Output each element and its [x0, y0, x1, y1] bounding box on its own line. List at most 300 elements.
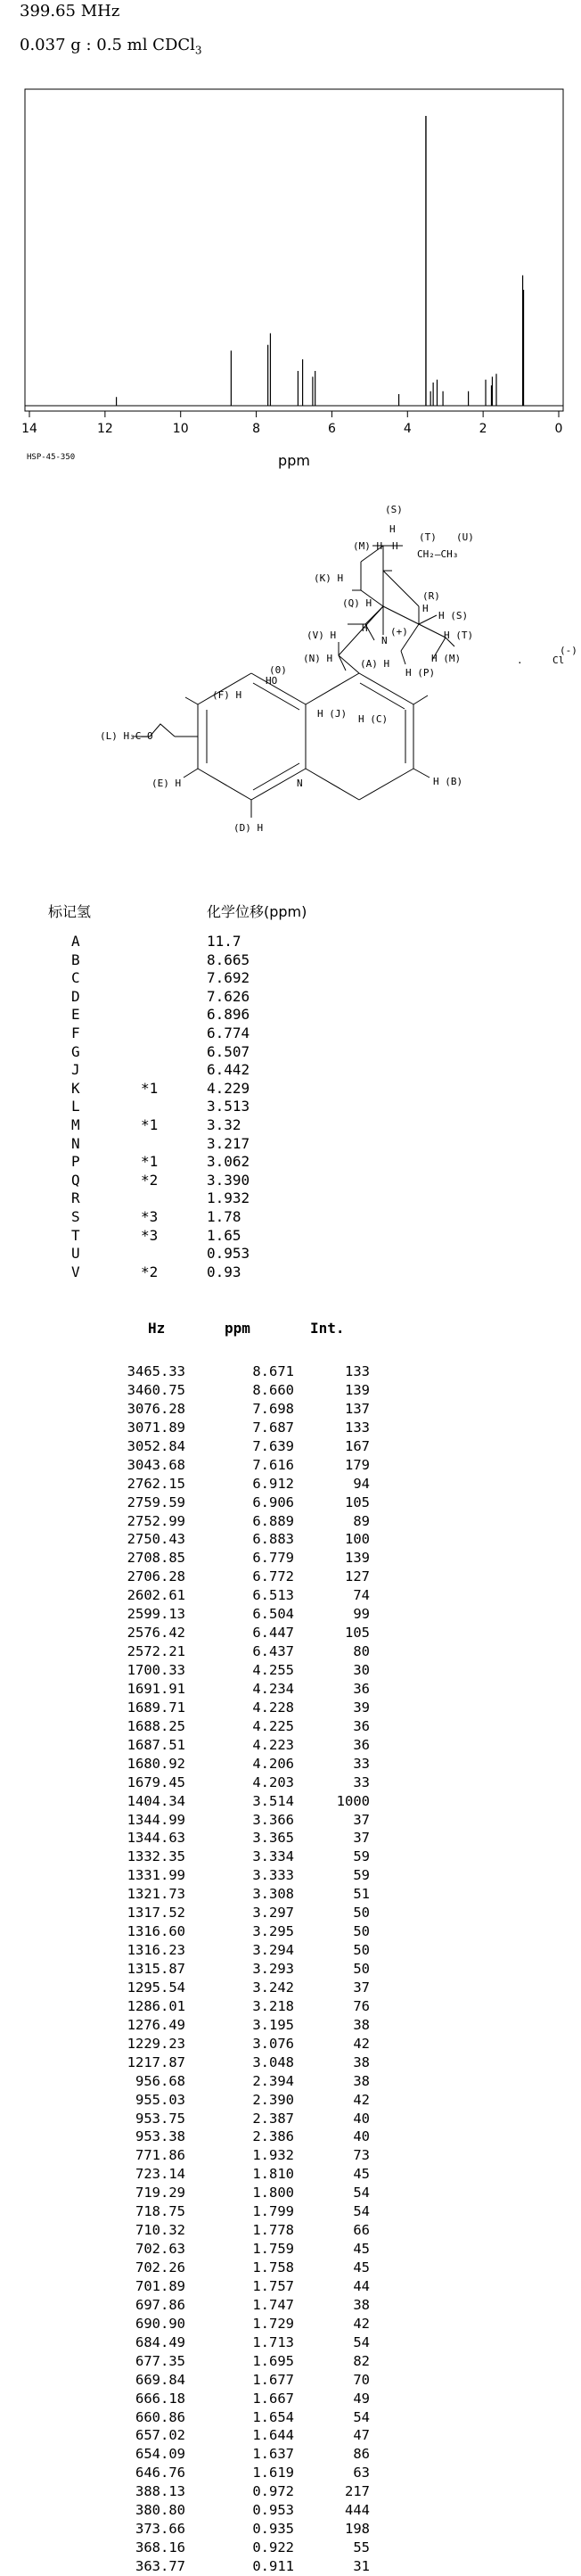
- peak-intensity: 59: [353, 1848, 370, 1865]
- peak-intensity: 50: [353, 1923, 370, 1940]
- peak-hz: 1315.87: [127, 1961, 185, 1977]
- peak-hz: 388.13: [135, 2483, 185, 2500]
- peak-row: [0, 1774, 581, 1792]
- assignment-label: T: [71, 1226, 80, 1244]
- struct-label-h-b: H (B): [433, 776, 463, 787]
- peak-intensity: 42: [353, 2315, 370, 2332]
- peak-intensity: 76: [353, 1997, 370, 2014]
- struct-label-a-h: (A) H: [360, 658, 390, 670]
- peak-hz: 1687.51: [127, 1736, 185, 1753]
- x-tick-label: 12: [96, 422, 113, 436]
- peak-row: [0, 1811, 581, 1830]
- peak-intensity: 40: [353, 2128, 370, 2145]
- peak-intensity: 82: [353, 2352, 370, 2369]
- peak-row: [0, 1549, 581, 1568]
- assignment-label: A: [71, 933, 80, 950]
- peak-ppm: 3.293: [252, 1961, 294, 1977]
- peak-hz: 1689.71: [127, 1699, 185, 1716]
- peak-ppm: 1.932: [252, 2147, 294, 2164]
- concentration-text: 0.037 g : 0.5 ml CDCl: [20, 36, 195, 54]
- peak-ppm: 4.206: [252, 1755, 294, 1772]
- peak-ppm: 4.203: [252, 1774, 294, 1790]
- plot-frame: [25, 89, 563, 411]
- peak-ppm: 1.799: [252, 2203, 294, 2220]
- peak-ppm: 3.195: [252, 2016, 294, 2033]
- peak-intensity: 54: [353, 2408, 370, 2425]
- peak-intensity: 70: [353, 2371, 370, 2388]
- peak-hz: 368.16: [135, 2539, 185, 2556]
- peak-ppm: 4.225: [252, 1717, 294, 1734]
- peak-ppm: 3.365: [252, 1830, 294, 1847]
- peak-hz: 771.86: [135, 2147, 185, 2164]
- peak-hz: 701.89: [135, 2277, 185, 2294]
- assignment-note: *1: [141, 1153, 159, 1171]
- peak-header-int: Int.: [310, 1320, 345, 1337]
- peak-hz: 956.68: [135, 2072, 185, 2089]
- struct-label-v-h: (V) H: [307, 630, 337, 641]
- assignment-note: *2: [141, 1263, 159, 1280]
- peak-intensity: 89: [353, 1512, 370, 1529]
- peak-hz: 1286.01: [127, 1997, 185, 2014]
- peak-intensity: 444: [345, 2502, 370, 2519]
- peak-hz: 646.76: [135, 2465, 185, 2481]
- peak-hz: 3043.68: [127, 1456, 185, 1473]
- peak-row: [0, 2464, 581, 2482]
- assignment-label: P: [71, 1153, 80, 1171]
- peak-hz: 2602.61: [127, 1587, 185, 1604]
- peak-ppm: 2.390: [252, 2091, 294, 2108]
- struct-label-ho: HO: [266, 675, 278, 687]
- peak-hz: 1332.35: [127, 1848, 185, 1865]
- peak-row: [0, 2390, 581, 2408]
- struct-label-n-plus: N: [381, 635, 388, 646]
- assignment-label: G: [71, 1042, 80, 1060]
- peak-intensity: 198: [345, 2521, 370, 2538]
- x-tick-label: 0: [554, 422, 563, 436]
- structure-bonds: [175, 546, 454, 818]
- peak-row: [0, 1829, 581, 1848]
- struct-label-h-vinyl: H: [392, 540, 398, 552]
- peak-ppm: 7.687: [252, 1419, 294, 1436]
- peak-ppm: 1.800: [252, 2185, 294, 2202]
- peak-row: [0, 2408, 581, 2427]
- assignment-note: *1: [141, 1115, 159, 1133]
- peak-hz: 660.86: [135, 2408, 185, 2425]
- peak-ppm: 3.295: [252, 1923, 294, 1940]
- peak-ppm: 0.972: [252, 2483, 294, 2500]
- assignment-shift: 7.692: [207, 969, 250, 987]
- struct-label-f-h: (F) H: [212, 689, 242, 701]
- assignment-label: K: [71, 1079, 80, 1097]
- peak-hz: 1316.23: [127, 1942, 185, 1959]
- peak-ppm: 1.619: [252, 2465, 294, 2481]
- peak-hz: 723.14: [135, 2166, 185, 2183]
- peak-ppm: 8.660: [252, 1381, 294, 1398]
- peak-row: [0, 2202, 581, 2221]
- assignment-label: D: [71, 987, 80, 1005]
- peak-ppm: 1.758: [252, 2259, 294, 2276]
- peak-intensity: 139: [345, 1381, 370, 1398]
- peak-ppm: 4.234: [252, 1680, 294, 1697]
- assignment-label: E: [71, 1006, 80, 1024]
- peak-hz: 1344.63: [127, 1830, 185, 1847]
- assignment-shift: 8.665: [207, 951, 250, 968]
- peak-intensity: 50: [353, 1961, 370, 1977]
- peak-intensity: 99: [353, 1606, 370, 1623]
- peak-hz: 1688.25: [127, 1717, 185, 1734]
- peak-intensity: 33: [353, 1755, 370, 1772]
- struct-label-k-h: (K) H: [314, 572, 344, 584]
- peak-row: [0, 1437, 581, 1456]
- peak-hz: 1295.54: [127, 1979, 185, 1996]
- peak-ppm: 3.048: [252, 2053, 294, 2070]
- peak-intensity: 133: [345, 1363, 370, 1379]
- peak-hz: 1404.34: [127, 1792, 185, 1809]
- peak-hz: 2599.13: [127, 1606, 185, 1623]
- struct-label-n-ring: N: [297, 778, 303, 789]
- peak-hz: 1321.73: [127, 1886, 185, 1903]
- peak-intensity: 36: [353, 1680, 370, 1697]
- peak-ppm: 0.953: [252, 2502, 294, 2519]
- peak-hz: 1680.92: [127, 1755, 185, 1772]
- peak-row: [0, 1866, 581, 1885]
- peak-row: [0, 1904, 581, 1922]
- peak-row: [0, 1586, 581, 1605]
- peak-hz: 953.38: [135, 2128, 185, 2145]
- peak-ppm: 1.757: [252, 2277, 294, 2294]
- assignment-shift: 6.507: [207, 1042, 250, 1060]
- peak-intensity: 40: [353, 2110, 370, 2127]
- assignment-shift: 3.390: [207, 1171, 250, 1189]
- peak-ppm: 2.386: [252, 2128, 294, 2145]
- peak-row: [0, 2557, 581, 2576]
- peak-row: [0, 2371, 581, 2390]
- peak-ppm: 3.308: [252, 1886, 294, 1903]
- peak-intensity: 37: [353, 1830, 370, 1847]
- peak-ppm: 6.906: [252, 1494, 294, 1510]
- assignment-label: Q: [71, 1171, 80, 1189]
- struct-label-h-p: H (P): [405, 667, 436, 679]
- peak-row: [0, 2240, 581, 2259]
- struct-label-m-h: (M) H: [353, 540, 383, 552]
- assignment-label: V: [71, 1263, 80, 1280]
- struct-label-h-t: H (T): [444, 630, 474, 641]
- peak-row: [0, 2221, 581, 2240]
- peak-ppm: 2.387: [252, 2110, 294, 2127]
- peak-intensity: 94: [353, 1475, 370, 1492]
- peak-row: [0, 1605, 581, 1624]
- peak-hz: 2762.15: [127, 1475, 185, 1492]
- assignment-shift: 0.953: [207, 1245, 250, 1263]
- peak-row: [0, 1848, 581, 1866]
- assignment-shift: 4.229: [207, 1079, 250, 1097]
- peak-intensity: 47: [353, 2427, 370, 2444]
- peak-intensity: 44: [353, 2277, 370, 2294]
- peak-ppm: 6.912: [252, 1475, 294, 1492]
- assignment-header-shift: 化学位移(ppm): [207, 903, 307, 920]
- peak-intensity: 54: [353, 2203, 370, 2220]
- peak-hz: 3460.75: [127, 1381, 185, 1398]
- concentration-subscript: 3: [194, 44, 202, 57]
- assignment-label: R: [71, 1189, 80, 1207]
- peak-hz: 690.90: [135, 2315, 185, 2332]
- peak-row: [0, 2352, 581, 2371]
- assignment-label: C: [71, 969, 80, 987]
- peak-ppm: 1.759: [252, 2241, 294, 2258]
- peak-ppm: 1.713: [252, 2333, 294, 2350]
- assignment-shift: 3.217: [207, 1134, 250, 1152]
- spectrometer-frequency: 399.65 MHz: [20, 2, 120, 21]
- assignment-label: U: [71, 1245, 80, 1263]
- peak-intensity: 38: [353, 2296, 370, 2313]
- peak-row: [0, 2296, 581, 2315]
- struct-label-t: (T): [419, 531, 437, 543]
- peak-ppm: 1.644: [252, 2427, 294, 2444]
- assignment-label: M: [71, 1115, 80, 1133]
- sample-id-label: HSP-45-350: [27, 453, 76, 462]
- peak-row: [0, 1885, 581, 1904]
- peak-row: [0, 2146, 581, 2165]
- peak-hz: 2572.21: [127, 1643, 185, 1660]
- peak-ppm: 2.394: [252, 2072, 294, 2089]
- peak-row: [0, 2091, 581, 2110]
- peak-intensity: 36: [353, 1736, 370, 1753]
- assignment-shift: 1.65: [207, 1226, 241, 1244]
- peak-intensity: 66: [353, 2222, 370, 2239]
- assignment-note: *3: [141, 1207, 159, 1225]
- struct-label-d-h: (D) H: [233, 822, 264, 834]
- peak-intensity: 54: [353, 2333, 370, 2350]
- peak-row: [0, 1362, 581, 1381]
- peak-ppm: 6.883: [252, 1531, 294, 1548]
- peak-intensity: 74: [353, 1587, 370, 1604]
- peak-intensity: 1000: [336, 1792, 370, 1809]
- peak-row: [0, 1979, 581, 1997]
- peak-ppm: 4.255: [252, 1662, 294, 1678]
- peak-intensity: 39: [353, 1699, 370, 1716]
- assignment-note: *2: [141, 1171, 159, 1189]
- peak-row: [0, 1736, 581, 1755]
- peak-ppm: 1.747: [252, 2296, 294, 2313]
- peak-ppm: 6.447: [252, 1625, 294, 1642]
- spectrum-peaks: [117, 116, 524, 406]
- peak-ppm: 7.616: [252, 1456, 294, 1473]
- peak-row: [0, 1755, 581, 1774]
- peak-ppm: 0.911: [252, 2558, 294, 2574]
- peak-row: [0, 2445, 581, 2464]
- assignment-shift: 0.93: [207, 1263, 241, 1280]
- peak-row: [0, 1922, 581, 1941]
- peak-hz: 654.09: [135, 2446, 185, 2463]
- x-tick-label: 4: [403, 422, 412, 436]
- peak-ppm: 6.772: [252, 1568, 294, 1585]
- peak-intensity: 42: [353, 2091, 370, 2108]
- peak-intensity: 73: [353, 2147, 370, 2164]
- struct-label-0: (0): [269, 664, 287, 676]
- peak-hz: 2759.59: [127, 1494, 185, 1510]
- peak-row: [0, 2035, 581, 2053]
- peak-row: [0, 1997, 581, 2016]
- peak-ppm: 1.637: [252, 2446, 294, 2463]
- peak-row: [0, 1699, 581, 1717]
- peak-hz: 677.35: [135, 2352, 185, 2369]
- struct-label-cl: Cl: [552, 654, 565, 666]
- peak-hz: 719.29: [135, 2185, 185, 2202]
- peak-ppm: 3.242: [252, 1979, 294, 1996]
- peak-row: [0, 2520, 581, 2539]
- peak-row: [0, 2315, 581, 2333]
- assignment-note: *1: [141, 1079, 159, 1097]
- assignment-label: N: [71, 1134, 80, 1152]
- peak-hz: 1229.23: [127, 2035, 185, 2052]
- peak-intensity: 36: [353, 1717, 370, 1734]
- peak-hz: 1331.99: [127, 1867, 185, 1884]
- peak-row: [0, 1568, 581, 1586]
- assignment-shift: 3.513: [207, 1098, 250, 1115]
- peak-hz: 2706.28: [127, 1568, 185, 1585]
- peak-ppm: 1.667: [252, 2390, 294, 2407]
- peak-row: [0, 1381, 581, 1400]
- x-axis-ticks: [21, 411, 562, 436]
- peak-intensity: 54: [353, 2185, 370, 2202]
- peak-hz: 1217.87: [127, 2053, 185, 2070]
- peak-ppm: 1.677: [252, 2371, 294, 2388]
- peak-intensity: 45: [353, 2166, 370, 2183]
- peak-ppm: 6.504: [252, 1606, 294, 1623]
- peak-hz: 3076.28: [127, 1400, 185, 1417]
- struct-label-h-v: H: [362, 622, 368, 634]
- peak-intensity: 55: [353, 2539, 370, 2556]
- peak-ppm: 7.639: [252, 1437, 294, 1454]
- peak-intensity: 167: [345, 1437, 370, 1454]
- peak-row: [0, 2277, 581, 2296]
- struct-label-minus: (-): [560, 645, 577, 656]
- x-tick-label: 2: [479, 422, 487, 436]
- peak-hz: 1344.99: [127, 1811, 185, 1828]
- peak-ppm: 1.810: [252, 2166, 294, 2183]
- peak-row: [0, 1419, 581, 1437]
- peak-header-ppm: ppm: [225, 1320, 250, 1337]
- peak-row: [0, 2053, 581, 2072]
- peak-intensity: 45: [353, 2241, 370, 2258]
- peak-ppm: 3.366: [252, 1811, 294, 1828]
- peak-ppm: 6.779: [252, 1550, 294, 1567]
- peak-row: [0, 2539, 581, 2557]
- quinine-hydrochloride-structure: [80, 499, 577, 883]
- struct-label-plus: (+): [390, 626, 408, 638]
- peak-hz: 2708.85: [127, 1550, 185, 1567]
- sample-concentration: [20, 36, 202, 57]
- peak-row: [0, 1941, 581, 1960]
- peak-ppm: 4.228: [252, 1699, 294, 1716]
- struct-label-s-top: (S): [385, 504, 403, 515]
- x-axis-label: ppm: [278, 452, 310, 469]
- peak-hz: 718.75: [135, 2203, 185, 2220]
- peak-intensity: 31: [353, 2558, 370, 2574]
- peak-intensity: 179: [345, 1456, 370, 1473]
- peak-intensity: 105: [345, 1494, 370, 1510]
- peak-ppm: 1.695: [252, 2352, 294, 2369]
- struct-label-e-h: (E) H: [151, 778, 182, 789]
- peak-ppm: 3.514: [252, 1792, 294, 1809]
- peak-intensity: 51: [353, 1886, 370, 1903]
- peak-row: [0, 2165, 581, 2184]
- peak-row: [0, 2259, 581, 2277]
- peak-row: [0, 1494, 581, 1512]
- peak-intensity: 86: [353, 2446, 370, 2463]
- struct-label-h-r: H: [422, 603, 429, 614]
- peak-intensity: 105: [345, 1625, 370, 1642]
- assignment-shift: 1.932: [207, 1189, 250, 1207]
- struct-label-h-c: H (C): [358, 713, 389, 725]
- peak-hz: 1276.49: [127, 2016, 185, 2033]
- struct-label-h-s: H (S): [438, 610, 469, 621]
- peak-intensity: 63: [353, 2465, 370, 2481]
- assignment-shift: 3.32: [207, 1115, 241, 1133]
- peak-intensity: 38: [353, 2072, 370, 2089]
- peak-row: [0, 1512, 581, 1531]
- peak-intensity: 30: [353, 1662, 370, 1678]
- peak-intensity: 59: [353, 1867, 370, 1884]
- peak-hz: 953.75: [135, 2110, 185, 2127]
- peak-hz: 697.86: [135, 2296, 185, 2313]
- x-tick-label: 6: [327, 422, 336, 436]
- peak-hz: 1317.52: [127, 1905, 185, 1922]
- peak-row: [0, 1680, 581, 1699]
- peak-hz: 666.18: [135, 2390, 185, 2407]
- assignment-label: F: [71, 1024, 80, 1041]
- peak-row: [0, 1400, 581, 1419]
- peak-hz: 2750.43: [127, 1531, 185, 1548]
- peak-hz: 1679.45: [127, 1774, 185, 1790]
- peak-row: [0, 2333, 581, 2352]
- assignment-shift: 6.896: [207, 1006, 250, 1024]
- struct-label-u: (U): [456, 531, 474, 543]
- peak-ppm: 8.671: [252, 1363, 294, 1379]
- peak-hz: 1700.33: [127, 1662, 185, 1678]
- peak-row: [0, 1960, 581, 1979]
- peak-intensity: 45: [353, 2259, 370, 2276]
- peak-ppm: 6.513: [252, 1587, 294, 1604]
- x-tick-label: 10: [172, 422, 189, 436]
- peak-row: [0, 2127, 581, 2146]
- peak-ppm: 3.297: [252, 1905, 294, 1922]
- assignment-note: *3: [141, 1226, 159, 1244]
- peak-header-hz: Hz: [148, 1320, 166, 1337]
- struct-label-dot: .: [517, 654, 523, 666]
- peak-ppm: 0.922: [252, 2539, 294, 2556]
- struct-label-methoxy: (L) H₃C—O: [100, 730, 153, 742]
- peak-intensity: 49: [353, 2390, 370, 2407]
- peak-hz: 684.49: [135, 2333, 185, 2350]
- peak-ppm: 0.935: [252, 2521, 294, 2538]
- assignment-shift: 11.7: [207, 933, 241, 950]
- peak-row: [0, 2501, 581, 2520]
- peak-intensity: 33: [353, 1774, 370, 1790]
- peak-row: [0, 1642, 581, 1661]
- peak-table: [0, 1362, 581, 2576]
- peak-intensity: 38: [353, 2016, 370, 2033]
- assignment-shift: 7.626: [207, 987, 250, 1005]
- assignment-shift: 6.442: [207, 1061, 250, 1079]
- peak-row: [0, 2072, 581, 2091]
- peak-row: [0, 2482, 581, 2501]
- peak-ppm: 3.218: [252, 1997, 294, 2014]
- peak-row: [0, 1792, 581, 1811]
- peak-intensity: 133: [345, 1419, 370, 1436]
- peak-intensity: 127: [345, 1568, 370, 1585]
- assignment-label: L: [71, 1098, 80, 1115]
